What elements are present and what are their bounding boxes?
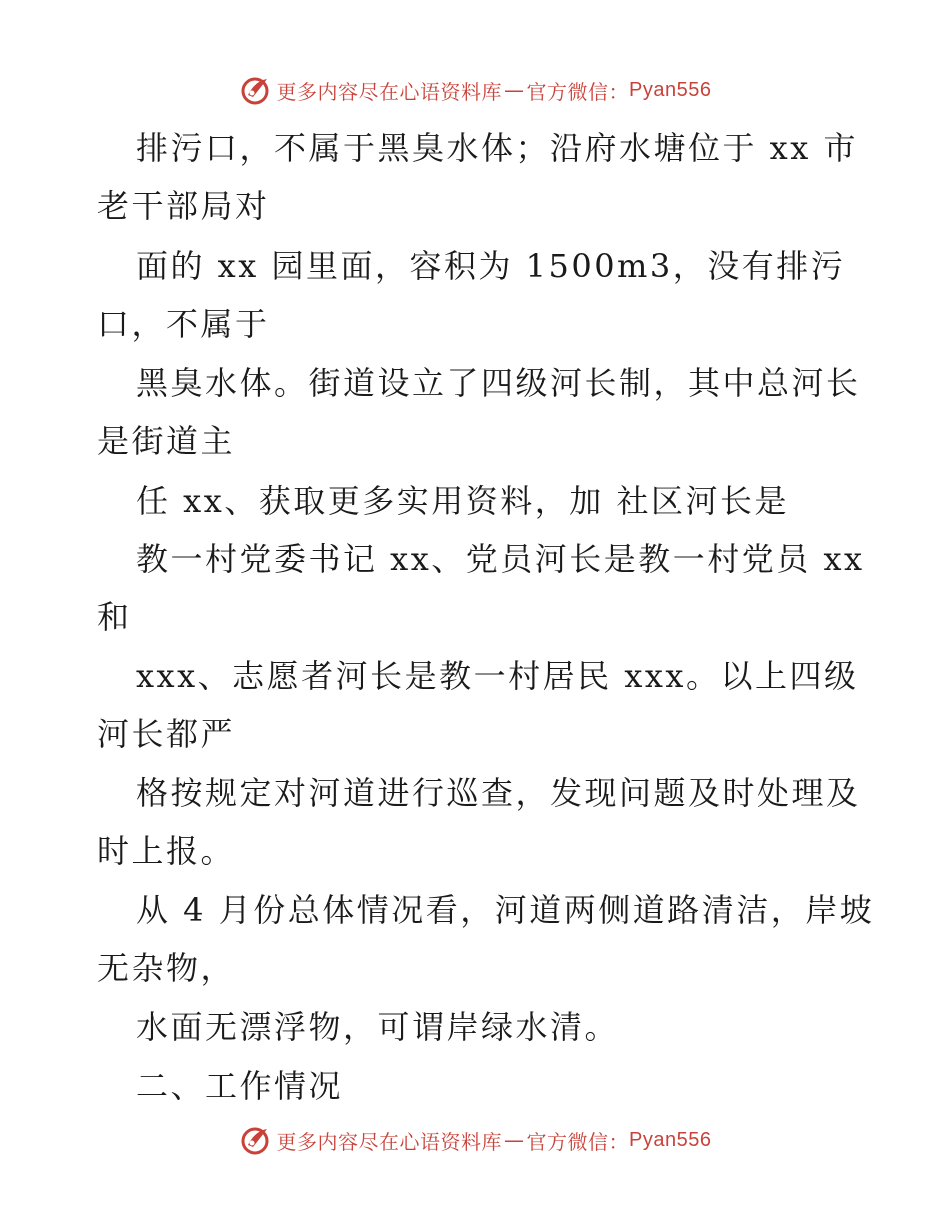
text-line: 老干部局对 (97, 187, 270, 225)
banner-separator: — (504, 1128, 525, 1152)
text-line: 黑臭水体。街道设立了四级河长制，其中总河长 (136, 364, 861, 402)
header-watermark (0, 70, 950, 110)
banner-text: 更多内容尽在心语资料库 (276, 79, 503, 104)
text-line: 排污口，不属于黑臭水体；沿府水塘位于 xx 市 (136, 129, 858, 167)
banner-wechat-label: 官方微信： (526, 79, 630, 104)
text-line: 格按规定对河道进行巡查，发现问题及时处理及 (136, 774, 861, 812)
text-line: 从 4 月份总体情况看，河道两侧道路清洁，岸坡 (136, 891, 875, 929)
text-line: xxx、志愿者河长是教一村居民 xxx。以上四级 (136, 657, 859, 695)
footer-watermark (0, 1120, 950, 1160)
brand-logo-icon (239, 73, 273, 107)
text-line: 时上报。 (97, 832, 236, 870)
text-line: 教一村党委书记 xx、党员河长是教一村党员 xx (136, 540, 865, 578)
brand-logo-icon (239, 1123, 273, 1157)
text-line: 水面无漂浮物，可谓岸绿水清。 (136, 1008, 620, 1046)
text-line: 面的 xx 园里面，容积为 1500m3，没有排污 (136, 247, 846, 285)
banner-wechat-label: 官方微信： (526, 1129, 630, 1154)
text-line: 口，不属于 (97, 305, 270, 343)
banner-text: 更多内容尽在心语资料库 (276, 1129, 503, 1154)
text-line: 任 xx、获取更多实用资料，加 社区河长是 (136, 482, 789, 520)
banner-account: Pyan556 (629, 1128, 712, 1151)
banner-separator: — (504, 78, 525, 102)
banner-account: Pyan556 (629, 78, 712, 101)
text-line: 无杂物， (97, 949, 236, 987)
section-heading: 二、工作情况 (136, 1067, 344, 1105)
text-line: 河长都严 (97, 715, 236, 753)
text-line: 是街道主 (97, 422, 236, 460)
text-line: 和 (97, 598, 132, 636)
